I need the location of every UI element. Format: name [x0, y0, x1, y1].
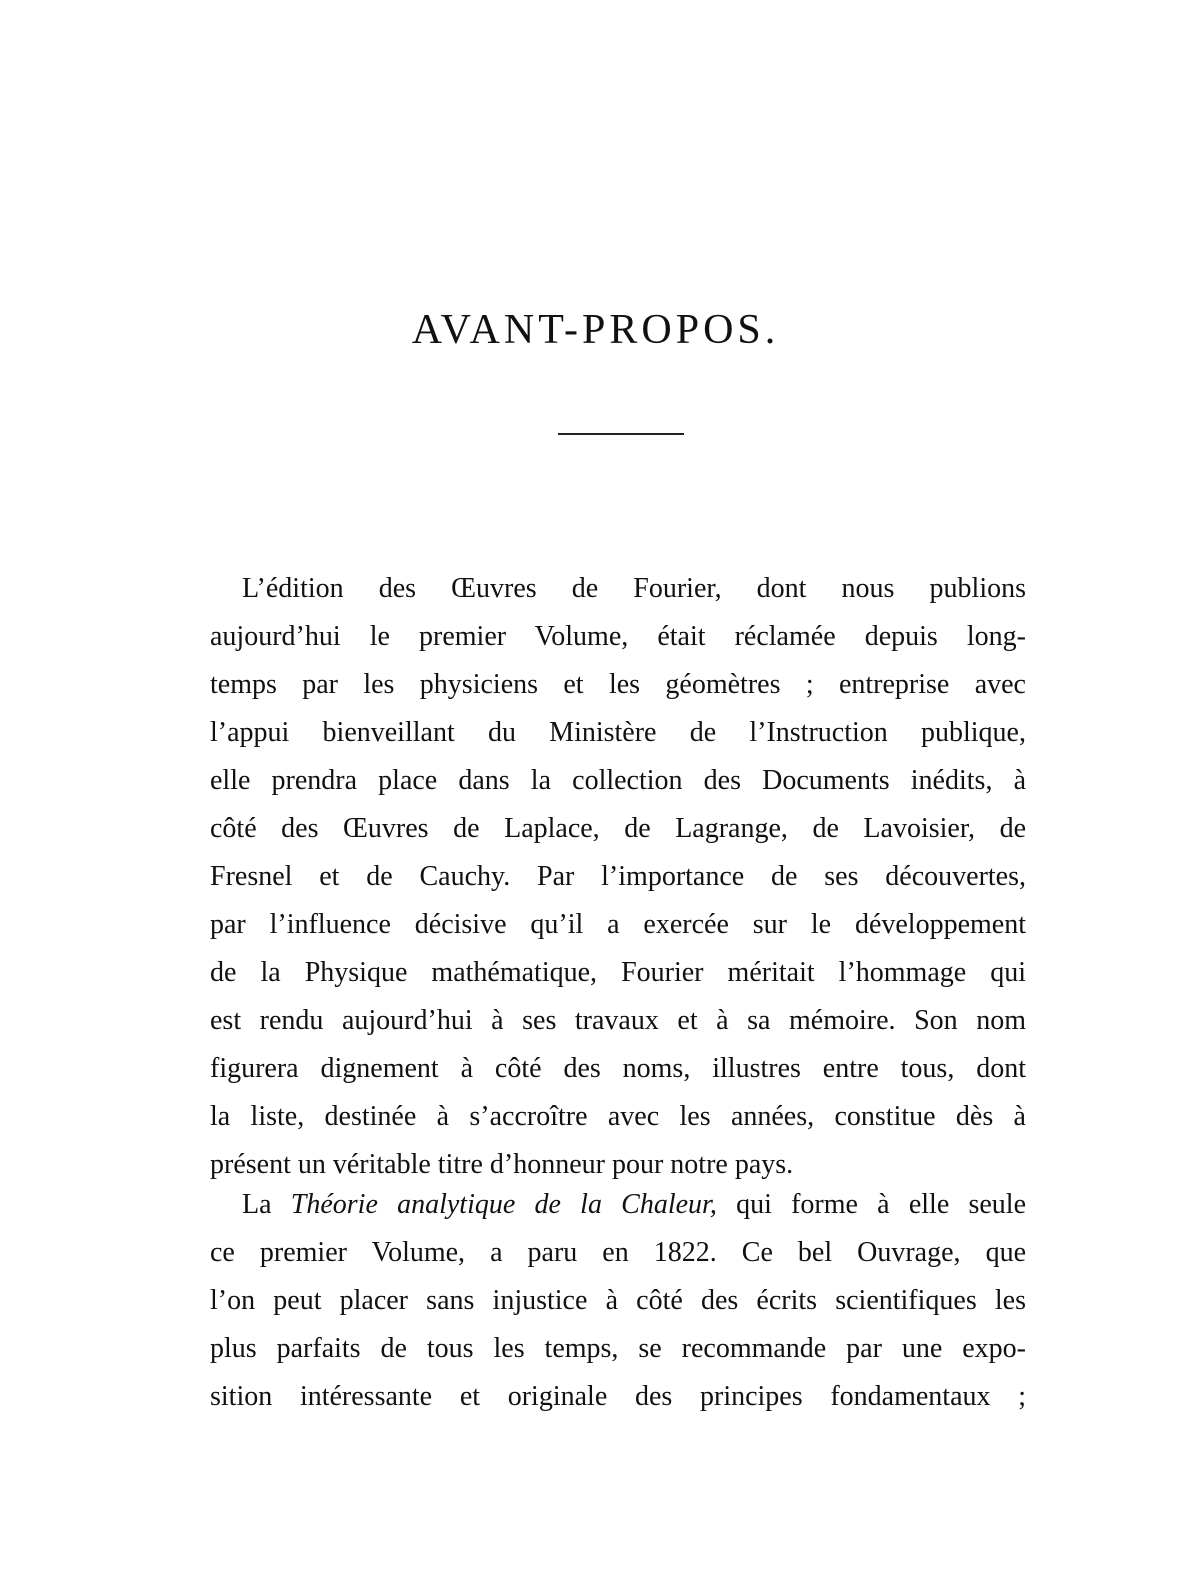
text-line: la liste, destinée à s’accroître avec les années, constitue dès à	[210, 1101, 1026, 1132]
text-line: est rendu aujourd’hui à ses travaux et à sa mémoire. Son nom	[210, 1005, 1026, 1036]
book-title: Théorie analytique de la Chaleur,	[290, 1189, 717, 1220]
text-segment: qui forme à elle seule	[736, 1189, 1027, 1220]
text-line: côté des Œuvres de Laplace, de Lagrange, de Lavoisier, de	[210, 813, 1026, 844]
text-line: Fresnel et de Cauchy. Par l’importance de ses découvertes,	[210, 861, 1026, 892]
text-line: L’édition des Œuvres de Fourier, dont nous publions	[242, 573, 1026, 604]
text-line	[210, 1181, 1026, 1229]
page-title: AVANT-PROPOS.	[411, 307, 780, 353]
paragraph-1	[210, 565, 1026, 1189]
text-segment: La	[242, 1189, 272, 1220]
text-line: l’appui bienveillant du Ministère de l’Instruction publique,	[210, 717, 1026, 748]
text-line: présent un véritable titre d’honneur pour notre pays.	[210, 1149, 794, 1180]
text-line: par l’influence décisive qu’il a exercée sur le développement	[210, 909, 1026, 940]
text-line: ce premier Volume, a paru en 1822. Ce bel Ouvrage, que	[210, 1237, 1026, 1268]
title-divider	[558, 433, 684, 435]
text-line: aujourd’hui le premier Volume, était réclamée depuis long-	[210, 621, 1026, 652]
text-line: sition intéressante et originale des principes fondamentaux ;	[210, 1381, 1026, 1412]
text-line: figurera dignement à côté des noms, illustres entre tous, dont	[210, 1053, 1026, 1084]
paragraph-2	[210, 1181, 1026, 1421]
text-line: de la Physique mathématique, Fourier méritait l’hommage qui	[210, 957, 1026, 988]
text-line: l’on peut placer sans injustice à côté des écrits scientifiques les	[210, 1285, 1026, 1316]
text-line: temps par les physiciens et les géomètres ; entreprise avec	[210, 669, 1026, 700]
text-line: plus parfaits de tous les temps, se recommande par une expo-	[210, 1333, 1026, 1364]
text-line: elle prendra place dans la collection des Documents inédits, à	[210, 765, 1026, 796]
